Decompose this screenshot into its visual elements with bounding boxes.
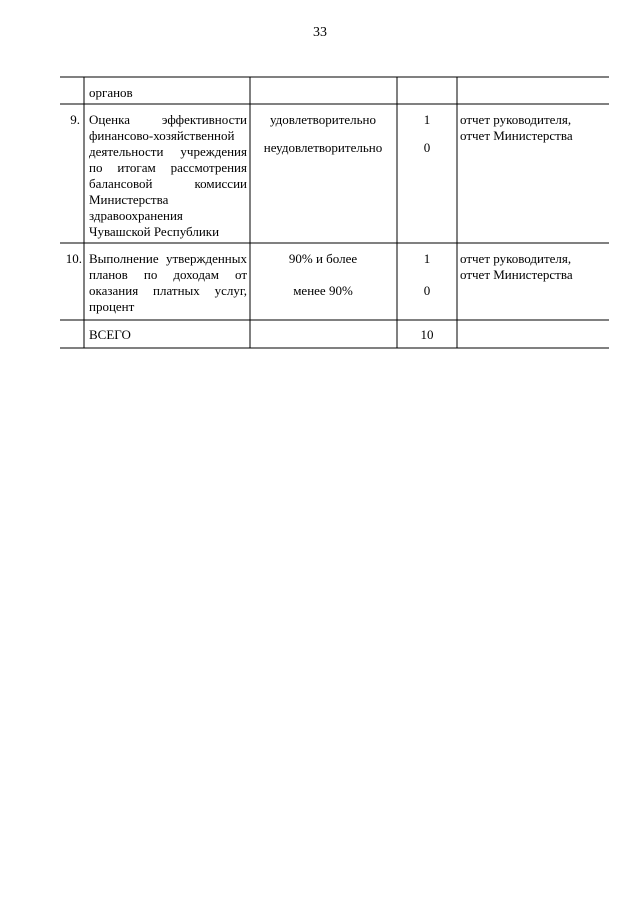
source-cell: отчет руководителя, отчет Министерства (460, 112, 573, 143)
page-number: 33 (313, 25, 327, 40)
total-label: ВСЕГО (89, 327, 131, 342)
total-points: 10 (420, 327, 434, 342)
value-unsatisfactory: неудовлетворительно (263, 140, 383, 155)
points-value: 0 (423, 140, 431, 155)
points-value: 1 (423, 112, 431, 127)
source-cell: отчет руководителя, отчет Министерства (460, 251, 573, 282)
points-value: 1 (423, 251, 431, 266)
value-satisfactory: удовлетворительно (269, 112, 377, 127)
points-value: 0 (423, 283, 431, 298)
row-number: 10. (65, 251, 82, 266)
indicator-cell: Выполнение утвержденных планов по доходам от оказания платных услуг, процент (89, 251, 247, 314)
indicator-cell: органов (89, 85, 133, 100)
value-less-than-90: менее 90% (293, 283, 353, 298)
value-90-and-more: 90% и более (288, 251, 358, 266)
row-number: 9. (70, 112, 80, 127)
indicator-cell: Оценка эффективности финансово-хозяйственной деятельности учреждения по итогам рассмотрения балансовой комиссии Министерства здравоохранения Чувашской Республики (89, 112, 247, 239)
